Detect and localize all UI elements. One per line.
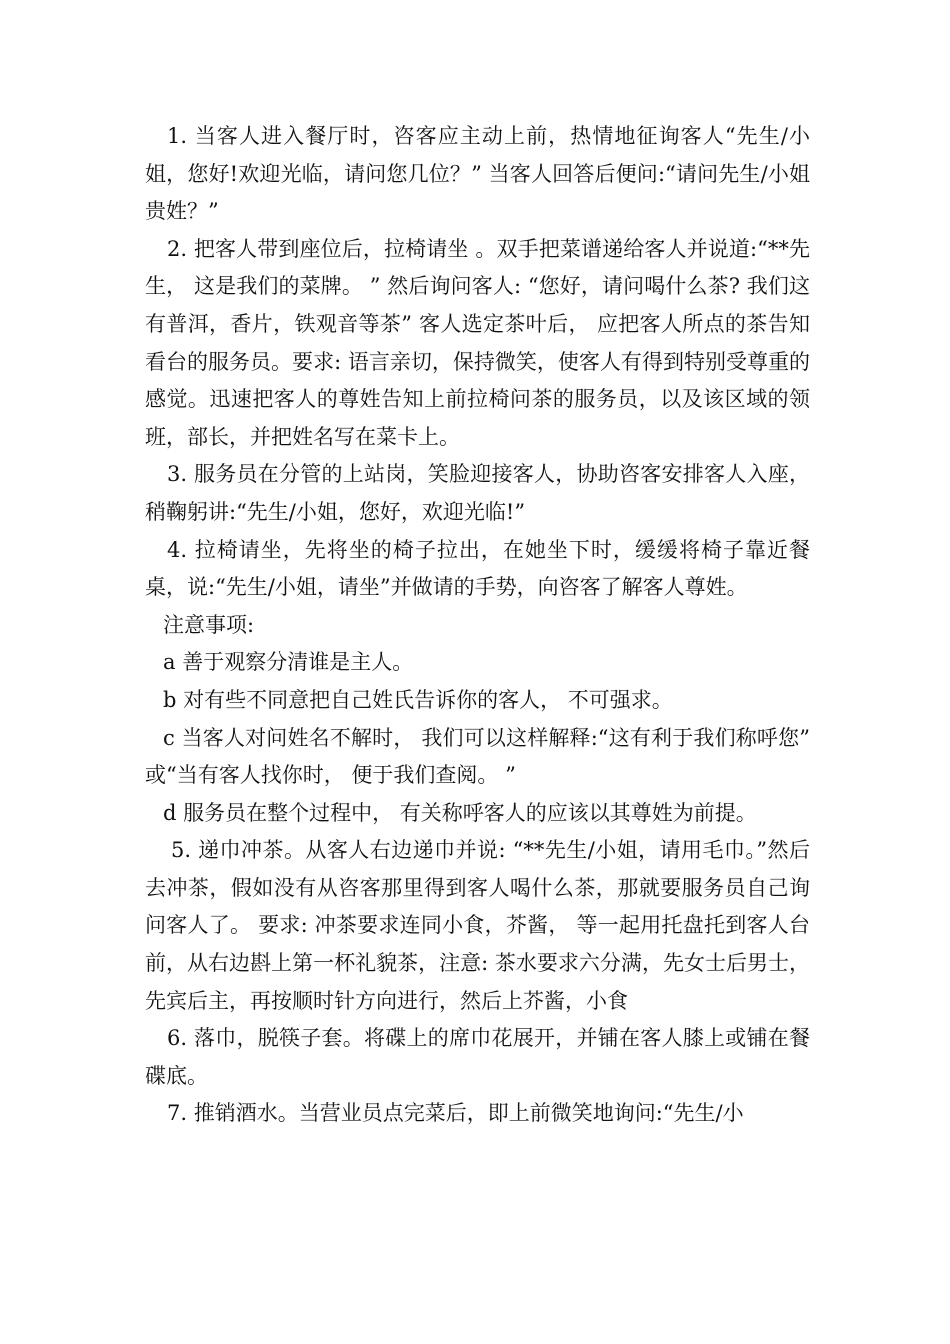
paragraph-step-7: 7. 推销酒水。当营业员点完菜后，即上前微笑地询问:“先生/小 <box>167 1101 744 1126</box>
paragraph-step-1: 1. 当客人进入餐厅时，咨客应主动上前，热情地征询客人“先生/小姐，您好!欢迎光临，请问您几位？” 当客人回答后便问:“请问先生/小姐贵姓？” <box>145 124 810 224</box>
paragraph-step-6: 6. 落巾，脱筷子套。将碟上的席巾花展开，并铺在客人膝上或铺在餐碟底。 <box>145 1026 810 1088</box>
paragraph-step-5: 5. 递巾冲茶。从客人右边递巾并说: “**先生/小姐，请用毛巾。”然后去冲茶，假如没有从咨客那里得到客人喝什么茶，那就要服务员自己询问客人了。 要求: 冲茶要求连同小食，芥酱， 等一起用托盘托到客人台前，从右边斟上第一杯礼貌茶，注意: 茶水要求六分满，先女士后男士，先宾后主，再按顺时针方向进行，然后上芥酱，小食 <box>145 838 810 1013</box>
note-item-d: d 服务员在整个过程中， 有关称呼客人的应该以其尊姓为前提。 <box>163 800 757 825</box>
note-item-b: b 对有些不同意把自己姓氏告诉你的客人， 不可强求。 <box>163 687 673 712</box>
note-item-c: c 当客人对问姓名不解时， 我们可以这样解释:“这有利于我们称呼您” 或“当有客人找你时， 便于我们查阅。 ” <box>145 725 810 788</box>
notes-heading: 注意事项: <box>163 612 255 637</box>
paragraph-step-2: 2. 把客人带到座位后，拉椅请坐 。双手把菜谱递给客人并说道:“**先生， 这是我们的菜牌。 ” 然后询问客人: “您好，请问喝什么茶? 我们这有普洱，香片，铁观音等茶” 客人选定茶叶后， 应把客人所点的茶告知看台的服务员。要求: 语言亲切，保持微笑，使客人有得到特别受尊重的感觉。迅速把客人的尊姓告知上前拉椅问茶的服务员，以及该区域的领班，部长，并把姓名写在菜卡上。 <box>145 236 810 449</box>
document-body <box>145 118 810 1133</box>
paragraph-step-4: 4. 拉椅请坐，先将坐的椅子拉出，在她坐下时，缓缓将椅子靠近餐桌，说:“先生/小姐，请坐”并做请的手势，向咨客了解客人尊姓。 <box>145 537 810 600</box>
paragraph-step-3: 3. 服务员在分管的上站岗，笑脸迎接客人，协助咨客安排客人入座，稍鞠躬讲:“先生/小姐，您好，欢迎光临!” <box>145 462 810 524</box>
note-item-a: a 善于观察分清谁是主人。 <box>163 650 414 675</box>
